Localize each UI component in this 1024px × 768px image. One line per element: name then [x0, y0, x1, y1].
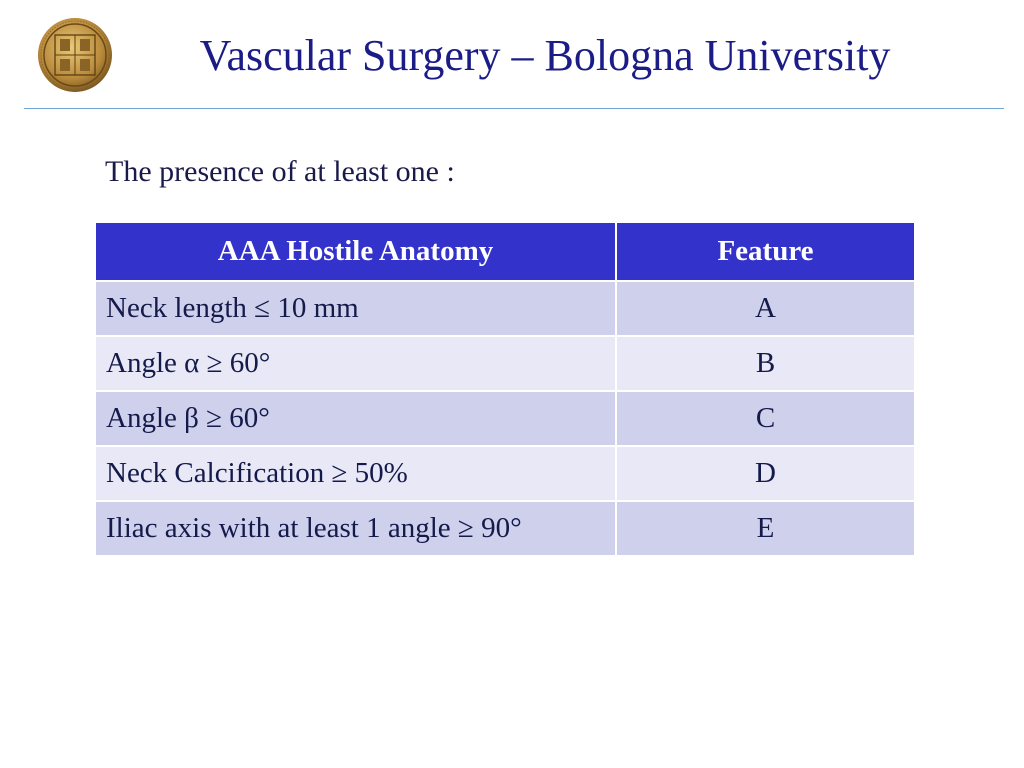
table-row — [95, 501, 915, 556]
hostile-anatomy-table — [94, 221, 916, 557]
intro-text: The presence of at least one : — [105, 155, 455, 188]
anatomy-cell: Neck length ≤ 10 mm — [95, 281, 616, 336]
header-feature: Feature — [616, 222, 915, 281]
table-row — [95, 446, 915, 501]
table-row — [95, 391, 915, 446]
feature-cell: A — [616, 281, 915, 336]
university-seal-icon — [37, 17, 113, 93]
table-header-row — [95, 222, 915, 281]
anatomy-cell: Angle β ≥ 60° — [95, 391, 616, 446]
feature-cell: B — [616, 336, 915, 391]
table-row — [95, 281, 915, 336]
header-anatomy: AAA Hostile Anatomy — [95, 222, 616, 281]
table-row — [95, 336, 915, 391]
feature-cell: D — [616, 446, 915, 501]
anatomy-cell: Neck Calcification ≥ 50% — [95, 446, 616, 501]
page-title: Vascular Surgery – Bologna University — [199, 31, 891, 80]
title-divider — [24, 108, 1004, 109]
feature-cell: C — [616, 391, 915, 446]
feature-cell: E — [616, 501, 915, 556]
anatomy-cell: Angle α ≥ 60° — [95, 336, 616, 391]
anatomy-cell: Iliac axis with at least 1 angle ≥ 90° — [95, 501, 616, 556]
